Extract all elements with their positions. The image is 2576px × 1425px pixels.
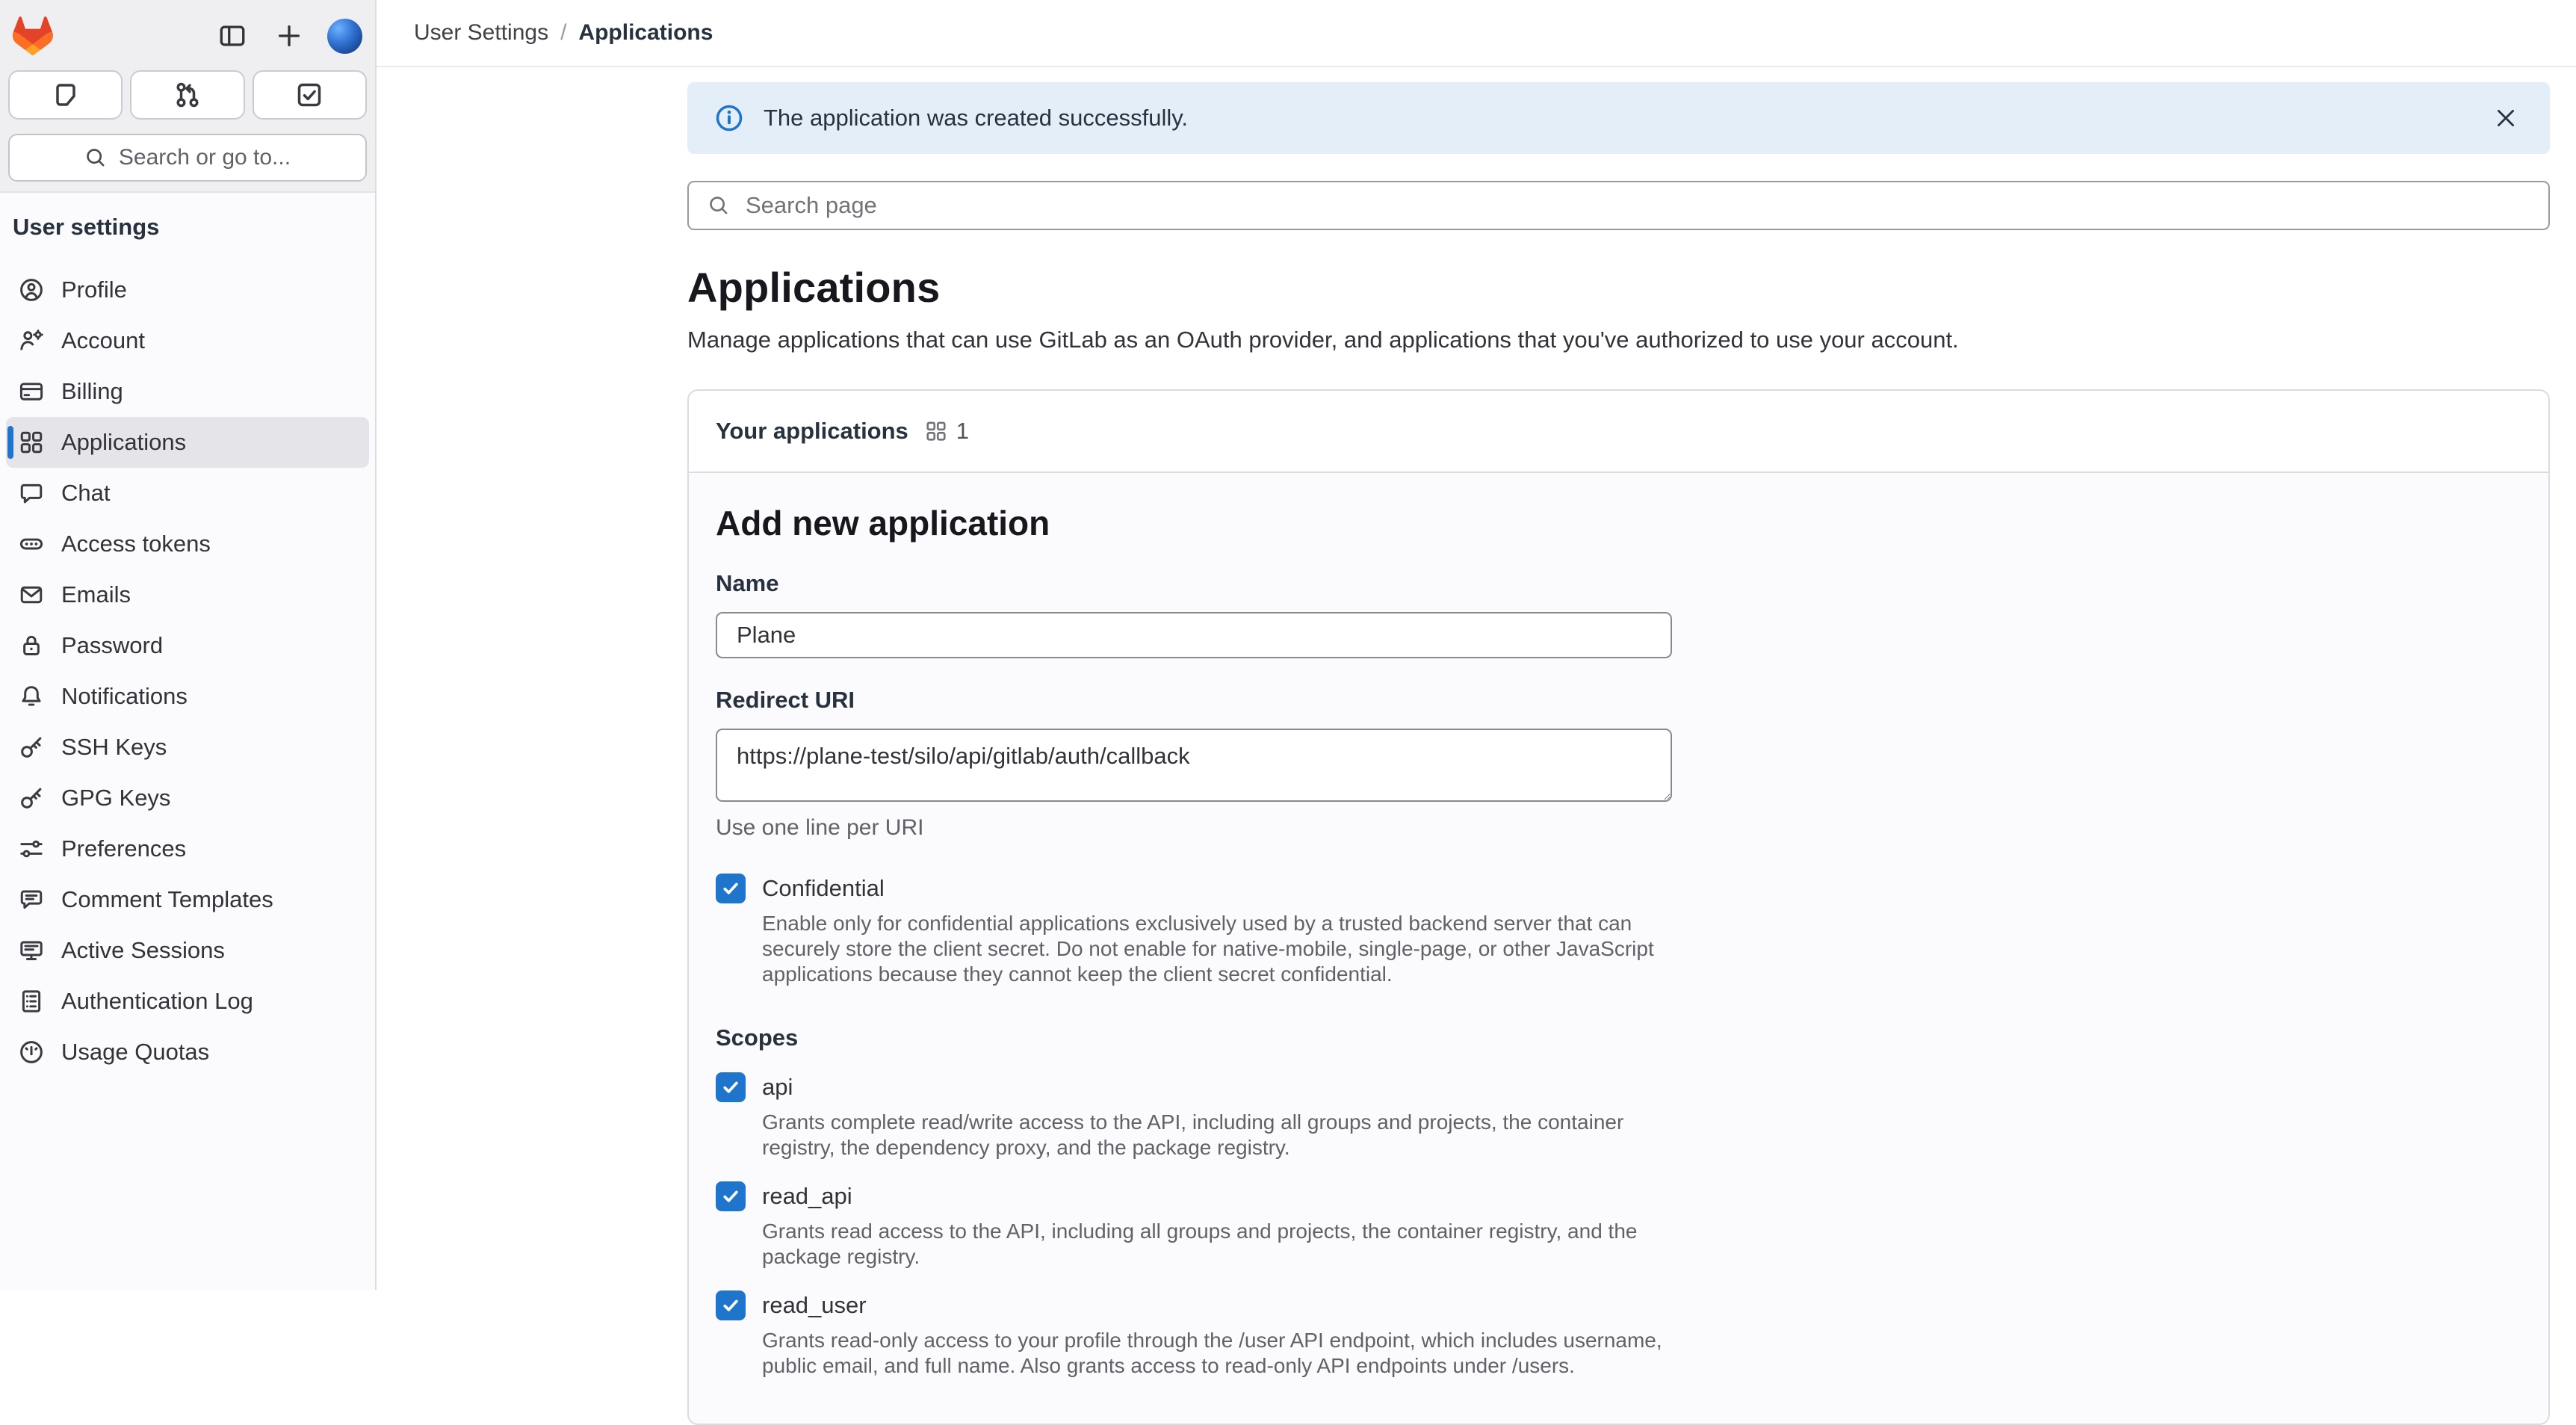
scope-read-api	[716, 1181, 2521, 1270]
preferences-icon	[19, 836, 44, 862]
scope-api	[716, 1072, 2521, 1160]
sidebar-item-password[interactable]	[6, 620, 369, 671]
create-new-button[interactable]	[270, 17, 308, 55]
merge-requests-shortcut-button[interactable]	[130, 70, 244, 120]
redirect-uri-hint: Use one line per URI	[716, 815, 924, 840]
scope-read-api-checkbox[interactable]	[716, 1181, 746, 1211]
sidebar-item-applications[interactable]	[6, 417, 369, 468]
scopes-label: Scopes	[716, 1024, 799, 1051]
sidebar	[0, 0, 377, 1290]
sidebar-item-label: Preferences	[61, 835, 187, 862]
account-icon	[19, 328, 44, 353]
sidebar-item-gpg-keys[interactable]	[6, 773, 369, 823]
gitlab-logo-icon[interactable]	[13, 16, 53, 55]
search-icon	[84, 146, 107, 169]
sidebar-item-label: Chat	[61, 480, 111, 506]
sidebar-item-comment-templates[interactable]	[6, 874, 369, 925]
sidebar-item-label: Billing	[61, 378, 123, 404]
sidebar-top-row	[8, 10, 367, 61]
sidebar-nav-list	[6, 265, 369, 1078]
breadcrumb-separator: /	[560, 20, 567, 45]
applications-count-value: 1	[956, 418, 970, 444]
applications-card	[687, 389, 2550, 1425]
sidebar-shortcuts	[8, 70, 367, 120]
confidential-row	[716, 874, 2521, 903]
card-body	[689, 472, 2548, 1424]
card-header	[689, 391, 2548, 472]
todos-shortcut-button[interactable]	[253, 70, 367, 120]
sidebar-item-ssh-keys[interactable]	[6, 722, 369, 773]
redirect-uri-textarea[interactable]	[716, 729, 1672, 802]
billing-icon	[19, 379, 44, 404]
issues-shortcut-button[interactable]	[8, 70, 123, 120]
sidebar-item-notifications[interactable]	[6, 671, 369, 722]
check-icon	[720, 878, 741, 899]
sidebar-item-billing[interactable]	[6, 366, 369, 417]
sidebar-item-access-tokens[interactable]	[6, 519, 369, 569]
sidebar-item-label: Usage Quotas	[61, 1039, 210, 1065]
sidebar-item-label: GPG Keys	[61, 785, 171, 811]
sidebar-item-profile[interactable]	[6, 265, 369, 315]
sidebar-toggle-button[interactable]	[214, 17, 251, 55]
sidebar-item-label: Emails	[61, 581, 131, 608]
profile-icon	[19, 277, 44, 303]
name-field-group	[716, 570, 2521, 658]
redirect-uri-field-group	[716, 687, 2521, 841]
ssh-keys-icon	[19, 735, 44, 760]
scope-api-description: Grants complete read/write access to the API, including all groups and projects, the container registry, the dependency proxy, and the package registry.	[762, 1110, 1624, 1159]
sidebar-item-label: Notifications	[61, 683, 188, 709]
confidential-group	[716, 874, 2521, 987]
sidebar-item-active-sessions[interactable]	[6, 925, 369, 976]
main-content	[377, 0, 2576, 1377]
name-input[interactable]	[716, 612, 1672, 658]
scope-read-user	[716, 1290, 2521, 1379]
name-label: Name	[716, 570, 779, 596]
search-or-go-to-label: Search or go to...	[118, 145, 291, 170]
applications-icon	[19, 430, 44, 455]
alert-dismiss-button[interactable]	[2489, 101, 2523, 135]
sidebar-item-label: Authentication Log	[61, 988, 253, 1014]
scope-read-user-description: Grants read-only access to your profile through the /user API endpoint, which includes username, public email, and full name. Also grants access to read-only API endpoints under /users.	[762, 1329, 1662, 1377]
sidebar-toggle-icon	[218, 22, 247, 50]
chat-icon	[19, 480, 44, 506]
sidebar-top-actions	[214, 17, 362, 55]
authentication-log-icon	[19, 989, 44, 1014]
scope-read-user-checkbox[interactable]	[716, 1290, 746, 1320]
todo-check-icon	[294, 80, 324, 110]
sidebar-item-usage-quotas[interactable]	[6, 1027, 369, 1078]
emails-icon	[19, 582, 44, 608]
sidebar-item-account[interactable]	[6, 315, 369, 366]
sidebar-item-preferences[interactable]	[6, 823, 369, 874]
access-tokens-icon	[19, 531, 44, 557]
issues-icon	[51, 80, 81, 110]
usage-quotas-icon	[19, 1039, 44, 1065]
scope-api-checkbox[interactable]	[716, 1072, 746, 1102]
scope-read-api-description: Grants read access to the API, including all groups and projects, the container registry, and the package registry.	[762, 1220, 1638, 1268]
confidential-label[interactable]: Confidential	[762, 875, 885, 901]
sidebar-item-chat[interactable]	[6, 468, 369, 519]
breadcrumb-user-settings[interactable]: User Settings	[414, 20, 549, 45]
check-icon	[720, 1077, 741, 1098]
password-icon	[19, 633, 44, 658]
notifications-icon	[19, 684, 44, 709]
breadcrumb-applications[interactable]: Applications	[578, 20, 713, 45]
search-icon	[708, 194, 730, 217]
gpg-keys-icon	[19, 785, 44, 811]
breadcrumb	[377, 0, 2576, 67]
sidebar-item-label: Comment Templates	[61, 886, 273, 912]
close-icon	[2494, 106, 2518, 130]
redirect-uri-label: Redirect URI	[716, 687, 855, 713]
applications-count	[925, 418, 969, 445]
scope-read-user-label[interactable]: read_user	[762, 1292, 867, 1318]
scope-api-label[interactable]: api	[762, 1074, 793, 1100]
sidebar-header	[0, 0, 375, 193]
page-description: Manage applications that can use GitLab as an OAuth provider, and applications that you've authorized to use your account.	[687, 327, 1959, 353]
card-title: Your applications	[716, 418, 908, 444]
sidebar-item-authentication-log[interactable]	[6, 976, 369, 1027]
sidebar-item-label: Active Sessions	[61, 937, 225, 963]
check-icon	[720, 1295, 741, 1316]
sidebar-nav	[0, 193, 375, 1290]
applications-count-icon	[925, 420, 947, 442]
merge-request-icon	[173, 80, 202, 110]
page-body	[377, 67, 2576, 1425]
user-avatar[interactable]	[327, 19, 362, 54]
sidebar-item-label: Password	[61, 632, 164, 658]
confidential-checkbox[interactable]	[716, 874, 746, 903]
check-icon	[720, 1186, 741, 1207]
comment-templates-icon	[19, 887, 44, 912]
page-title: Applications	[687, 264, 941, 311]
plus-icon	[275, 22, 303, 50]
page-search	[687, 181, 2550, 230]
sidebar-item-label: Profile	[61, 276, 127, 303]
page-search-input[interactable]	[687, 181, 2550, 230]
search-or-go-to[interactable]	[8, 134, 367, 182]
sidebar-item-label: Account	[61, 327, 146, 353]
sidebar-item-label: SSH Keys	[61, 734, 167, 760]
add-application-heading: Add new application	[716, 504, 1050, 543]
active-sessions-icon	[19, 938, 44, 963]
alert-banner	[687, 82, 2550, 154]
sidebar-item-emails[interactable]	[6, 569, 369, 620]
sidebar-item-label: Applications	[61, 429, 187, 455]
sidebar-item-label: Access tokens	[61, 531, 211, 557]
info-icon	[714, 103, 744, 133]
alert-message: The application was created successfully.	[764, 105, 1189, 131]
confidential-description: Enable only for confidential applications exclusively used by a trusted backend server that can securely store the client secret. Do not enable for native-mobile, single-page, or other JavaScript applications because they cannot keep the client secret confidential.	[762, 912, 1654, 986]
sidebar-section-title: User settings	[13, 214, 160, 240]
scope-read-api-label[interactable]: read_api	[762, 1183, 852, 1209]
